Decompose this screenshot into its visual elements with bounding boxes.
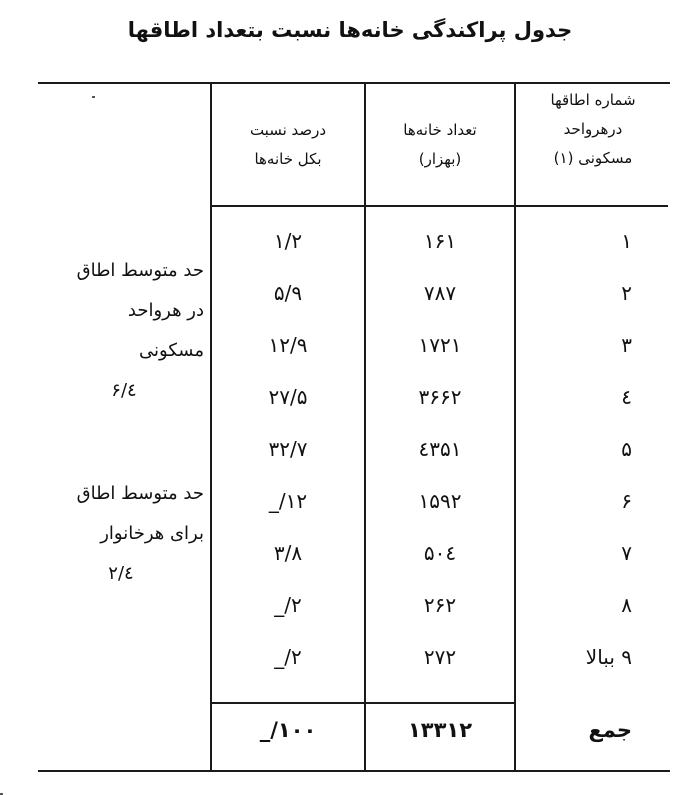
percent-cell: ۱۲/۹ bbox=[268, 333, 308, 357]
table-title: جدول پراکندگی خانه‌ها نسبت بتعداد اطاقها bbox=[127, 18, 573, 42]
avg-rooms-per-household-note bbox=[38, 474, 204, 594]
room-distribution-table bbox=[38, 84, 670, 770]
count-cell: ٤۳۵۱ bbox=[418, 437, 462, 461]
rooms-cell: ۲ bbox=[621, 281, 632, 305]
count-header-line: (بهزار) bbox=[418, 149, 462, 168]
rooms-cell: ۹ ببالا bbox=[585, 645, 632, 669]
count-cell: ۳۶۶۲ bbox=[418, 385, 462, 409]
count-cell: ۵۰٤ bbox=[423, 541, 457, 565]
scan-speck bbox=[92, 96, 95, 98]
remarks-column bbox=[38, 84, 210, 770]
count-header bbox=[366, 84, 514, 205]
count-cell: ۱۷۲۱ bbox=[418, 333, 462, 357]
percent-column bbox=[212, 84, 364, 770]
percent-cell: ۵/۹ bbox=[273, 281, 303, 305]
table-bottom-border bbox=[38, 770, 670, 772]
rooms-header-line: درهرواحد bbox=[563, 120, 623, 138]
rooms-cell: ۸ bbox=[621, 593, 632, 617]
count-column bbox=[366, 84, 514, 770]
percent-cell: ۱/۲ bbox=[273, 229, 303, 253]
remark-line: برای هرخانوار bbox=[100, 523, 204, 544]
total-percent: ۱۰۰/_ bbox=[259, 718, 317, 742]
rooms-cell: ۶ bbox=[621, 489, 632, 513]
avg-rooms-per-unit-note bbox=[44, 251, 204, 411]
total-label: جمع bbox=[588, 718, 632, 742]
count-cell: ۷۸۷ bbox=[423, 281, 457, 305]
percent-cell: ۳۲/۷ bbox=[268, 437, 308, 461]
remark-value: ٤/۶ bbox=[111, 380, 137, 401]
percent-cell: ۲/_ bbox=[274, 645, 302, 669]
rooms-column bbox=[516, 84, 670, 770]
percent-header-line: بکل خانه‌ها bbox=[254, 149, 322, 168]
total-count: ۱۳۳۱۲ bbox=[407, 718, 473, 742]
count-header-line: تعداد خانه‌ها bbox=[403, 120, 477, 139]
rooms-cell: ٤ bbox=[621, 385, 632, 409]
rooms-cell: ۷ bbox=[621, 541, 632, 565]
count-cell: ۱۶۱ bbox=[423, 229, 457, 253]
rooms-cell: ۳ bbox=[621, 333, 632, 357]
remark-line: در هرواحد bbox=[127, 300, 204, 321]
rooms-cell: ۵ bbox=[621, 437, 632, 461]
rooms-header-line: شماره اطاقها bbox=[550, 91, 636, 109]
count-cell: ۱۵۹۲ bbox=[418, 489, 462, 513]
percent-cell: ۲/_ bbox=[274, 593, 302, 617]
percent-header-line: درصد نسبت bbox=[249, 120, 327, 139]
percent-cell: ۱۲/_ bbox=[268, 489, 308, 513]
count-cell: ۲۷۲ bbox=[423, 645, 457, 669]
remark-value: ٤/۲ bbox=[108, 563, 134, 584]
remark-line: مسکونی bbox=[139, 340, 204, 361]
rooms-header-line: مسکونی (۱) bbox=[553, 149, 633, 167]
percent-cell: ۲۷/۵ bbox=[268, 385, 308, 409]
rooms-header bbox=[516, 84, 670, 207]
percent-header bbox=[212, 84, 364, 205]
remark-line: حد متوسط اطاق bbox=[76, 483, 204, 504]
count-cell: ۲۶۲ bbox=[423, 593, 457, 617]
remark-line: حد متوسط اطاق bbox=[76, 260, 204, 281]
rooms-cell: ۱ bbox=[621, 229, 632, 253]
percent-cell: ۳/۸ bbox=[273, 541, 303, 565]
